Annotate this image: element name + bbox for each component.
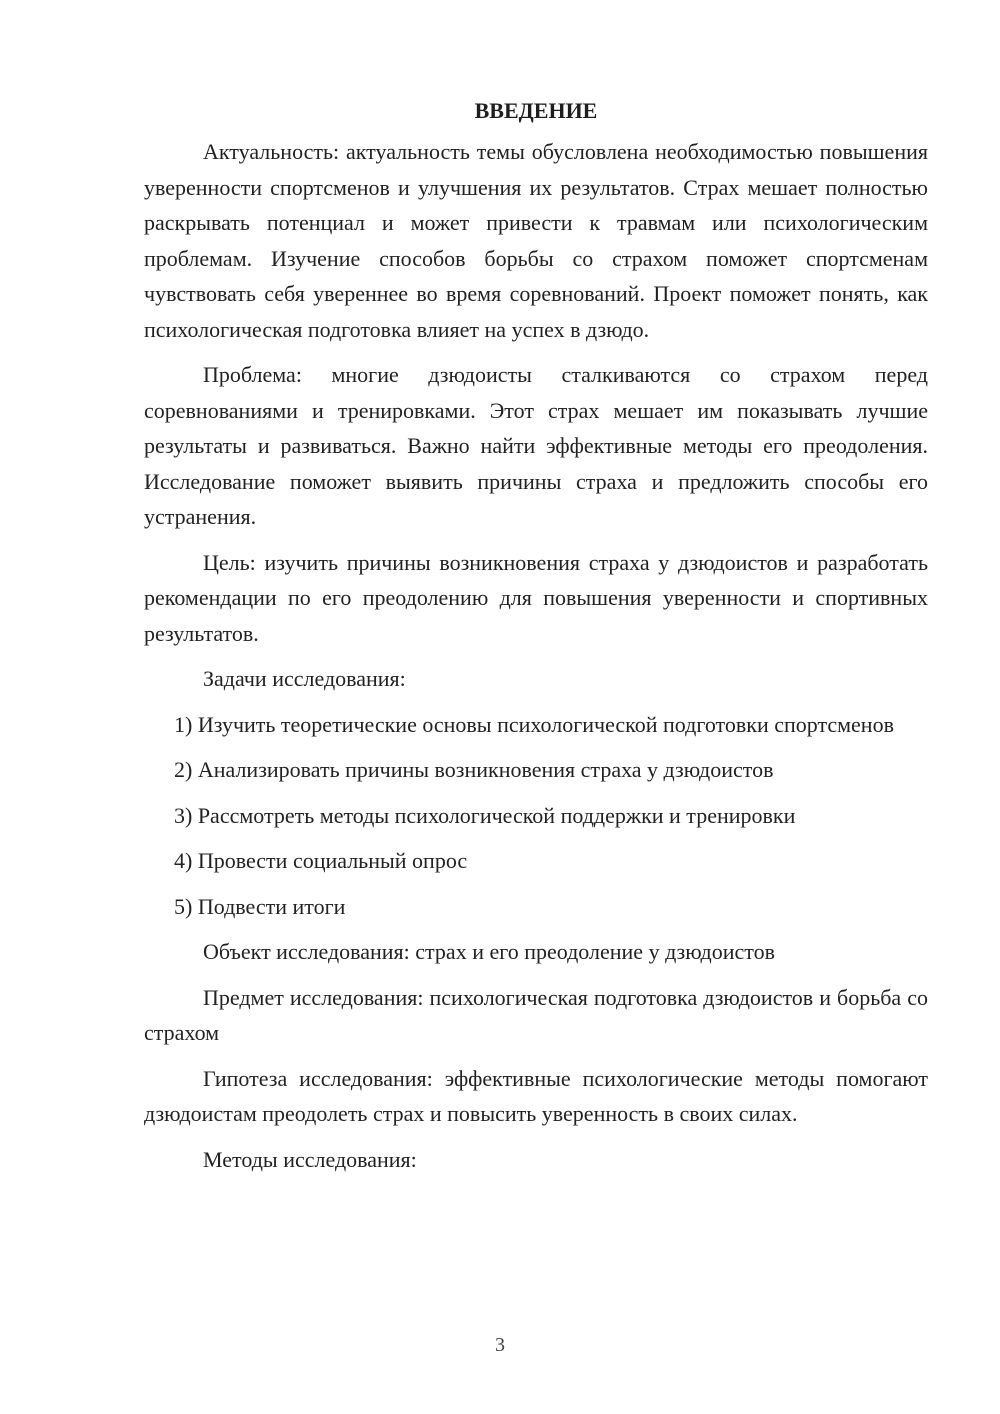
task-item: 4) Провести социальный опрос (174, 848, 468, 873)
task-item: 1) Изучить теоретические основы психологической подготовки спортсменов (174, 711, 894, 737)
problem-paragraph: Проблема: многие дзюдоисты сталкиваются со страхом перед соревнованиями и тренировками. Этот страх мешает им показывать лучшие результаты и развиваться. Важно найти эффективные методы его преодоления. Исследование поможет выявить причины страха и предложить способы его устранения. (144, 362, 928, 529)
subject-paragraph: Предмет исследования: психологическая подготовка дзюдоистов и борьба со страхом (144, 984, 928, 1045)
page-title: ВВЕДЕНИЕ (474, 98, 598, 123)
object-paragraph: Объект исследования: страх и его преодоление у дзюдоистов (203, 939, 775, 964)
methods-heading: Методы исследования: (203, 1146, 417, 1172)
page-number: 3 (495, 1334, 505, 1356)
task-item: 5) Подвести итоги (174, 893, 346, 919)
task-item: 2) Анализировать причины возникновения страха у дзюдоистов (174, 757, 774, 782)
page-content (144, 88, 928, 1187)
relevance-paragraph: Актуальность: актуальность темы обусловлена необходимостью повышения уверенности спортсменов и улучшения их результатов. Страх мешает полностью раскрывать потенциал и может привести к травмам или психологическим проблемам. Изучение способов борьбы со страхом поможет спортсменам чувствовать себя увереннее во время соревнований. Проект поможет понять, как психологическая подготовка влияет на успех в дзюдо. (144, 139, 928, 342)
hypothesis-paragraph: Гипотеза исследования: эффективные психологические методы помогают дзюдоистам преодолеть страх и повысить уверенность в своих силах. (144, 1065, 928, 1126)
goal-paragraph: Цель: изучить причины возникновения страха у дзюдоистов и разработать рекомендации по его преодолению для повышения уверенности и спортивных результатов. (144, 549, 928, 646)
tasks-list (144, 707, 928, 925)
task-item: 3) Рассмотреть методы психологической поддержки и тренировки (174, 802, 796, 828)
tasks-heading: Задачи исследования: (203, 666, 406, 691)
